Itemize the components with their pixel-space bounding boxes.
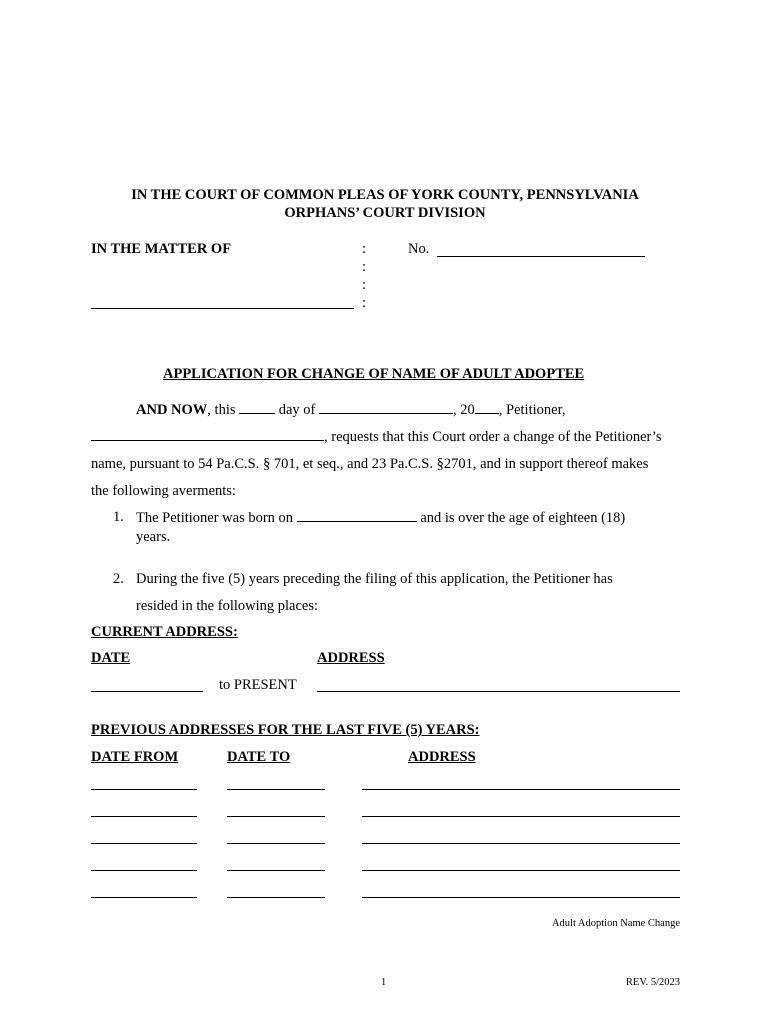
year-prefix-text: , 20 xyxy=(453,402,475,418)
address-line[interactable] xyxy=(362,843,680,844)
date-to-label: DATE TO xyxy=(227,749,291,765)
month-blank[interactable] xyxy=(319,401,453,414)
date-to-line[interactable] xyxy=(227,870,325,871)
intro-line-4: the following averments: xyxy=(91,483,236,499)
averment-1-line xyxy=(136,509,625,527)
current-date-label: DATE xyxy=(91,650,131,666)
matter-label: IN THE MATTER OF xyxy=(91,241,232,257)
averment-number: 2. xyxy=(113,571,124,587)
current-address-line[interactable] xyxy=(317,691,680,692)
address-line[interactable] xyxy=(362,870,680,871)
year-blank[interactable] xyxy=(475,401,499,414)
address-line[interactable] xyxy=(362,789,680,790)
revision-label: REV. 5/2023 xyxy=(625,977,680,988)
matter-name-line[interactable] xyxy=(91,308,354,309)
date-to-line[interactable] xyxy=(227,897,325,898)
date-from-line[interactable] xyxy=(91,870,197,871)
birth-date-blank[interactable] xyxy=(297,509,417,522)
page-number: 1 xyxy=(381,977,387,988)
day-blank[interactable] xyxy=(239,401,275,414)
court-heading: IN THE COURT OF COMMON PLEAS OF YORK COUNTY, PENNSYLVANIA xyxy=(131,187,639,203)
caption-colon: : xyxy=(362,295,367,311)
previous-addresses-heading: PREVIOUS ADDRESSES FOR THE LAST FIVE (5) YEARS: xyxy=(91,722,480,738)
petitioner-name-blank[interactable] xyxy=(91,428,324,441)
born-on-text: The Petitioner was born on xyxy=(136,510,294,526)
averment-number: 1. xyxy=(113,509,124,525)
averment-2-cont: resided in the following places: xyxy=(136,598,319,614)
averment-2-text: During the five (5) years preceding the filing of this application, the Petitioner has xyxy=(136,571,613,587)
averment-1-cont: years. xyxy=(136,529,171,545)
date-from-line[interactable] xyxy=(91,843,197,844)
form-name: Adult Adoption Name Change xyxy=(551,918,680,929)
date-to-line[interactable] xyxy=(227,789,325,790)
petitioner-text: , Petitioner, xyxy=(498,402,566,418)
date-from-line[interactable] xyxy=(91,897,197,898)
caption-colon: : xyxy=(362,241,367,257)
current-date-line[interactable] xyxy=(91,691,203,692)
address-line[interactable] xyxy=(362,897,680,898)
date-to-line[interactable] xyxy=(227,816,325,817)
age-text: and is over the age of eighteen (18) xyxy=(420,510,626,526)
division-heading: ORPHANS’ COURT DIVISION xyxy=(284,205,486,221)
document-title: APPLICATION FOR CHANGE OF NAME OF ADULT ADOPTEE xyxy=(163,366,585,382)
intro-line-2 xyxy=(91,428,662,446)
to-present-text: to PRESENT xyxy=(219,677,297,693)
day-of-text: day of xyxy=(278,402,316,418)
caption-colon: : xyxy=(362,259,367,275)
case-number-label: No. xyxy=(408,241,430,257)
address-line[interactable] xyxy=(362,816,680,817)
current-address-heading: CURRENT ADDRESS: xyxy=(91,624,238,640)
intro-line-3: name, pursuant to 54 Pa.C.S. § 701, et seq., and 23 Pa.C.S. §2701, and in support thereof makes xyxy=(91,456,649,472)
intro-line-1 xyxy=(136,401,565,419)
previous-address-label: ADDRESS xyxy=(408,749,476,765)
and-now-text: AND NOW xyxy=(136,402,208,418)
caption-colon: : xyxy=(362,277,367,293)
case-number-line[interactable] xyxy=(437,256,645,257)
date-from-label: DATE FROM xyxy=(91,749,179,765)
date-to-line[interactable] xyxy=(227,843,325,844)
date-from-line[interactable] xyxy=(91,816,197,817)
date-from-line[interactable] xyxy=(91,789,197,790)
current-address-label: ADDRESS xyxy=(317,650,385,666)
requests-text: , requests that this Court order a change of the Petitioner’s xyxy=(324,429,662,445)
this-text: , this xyxy=(207,402,236,418)
